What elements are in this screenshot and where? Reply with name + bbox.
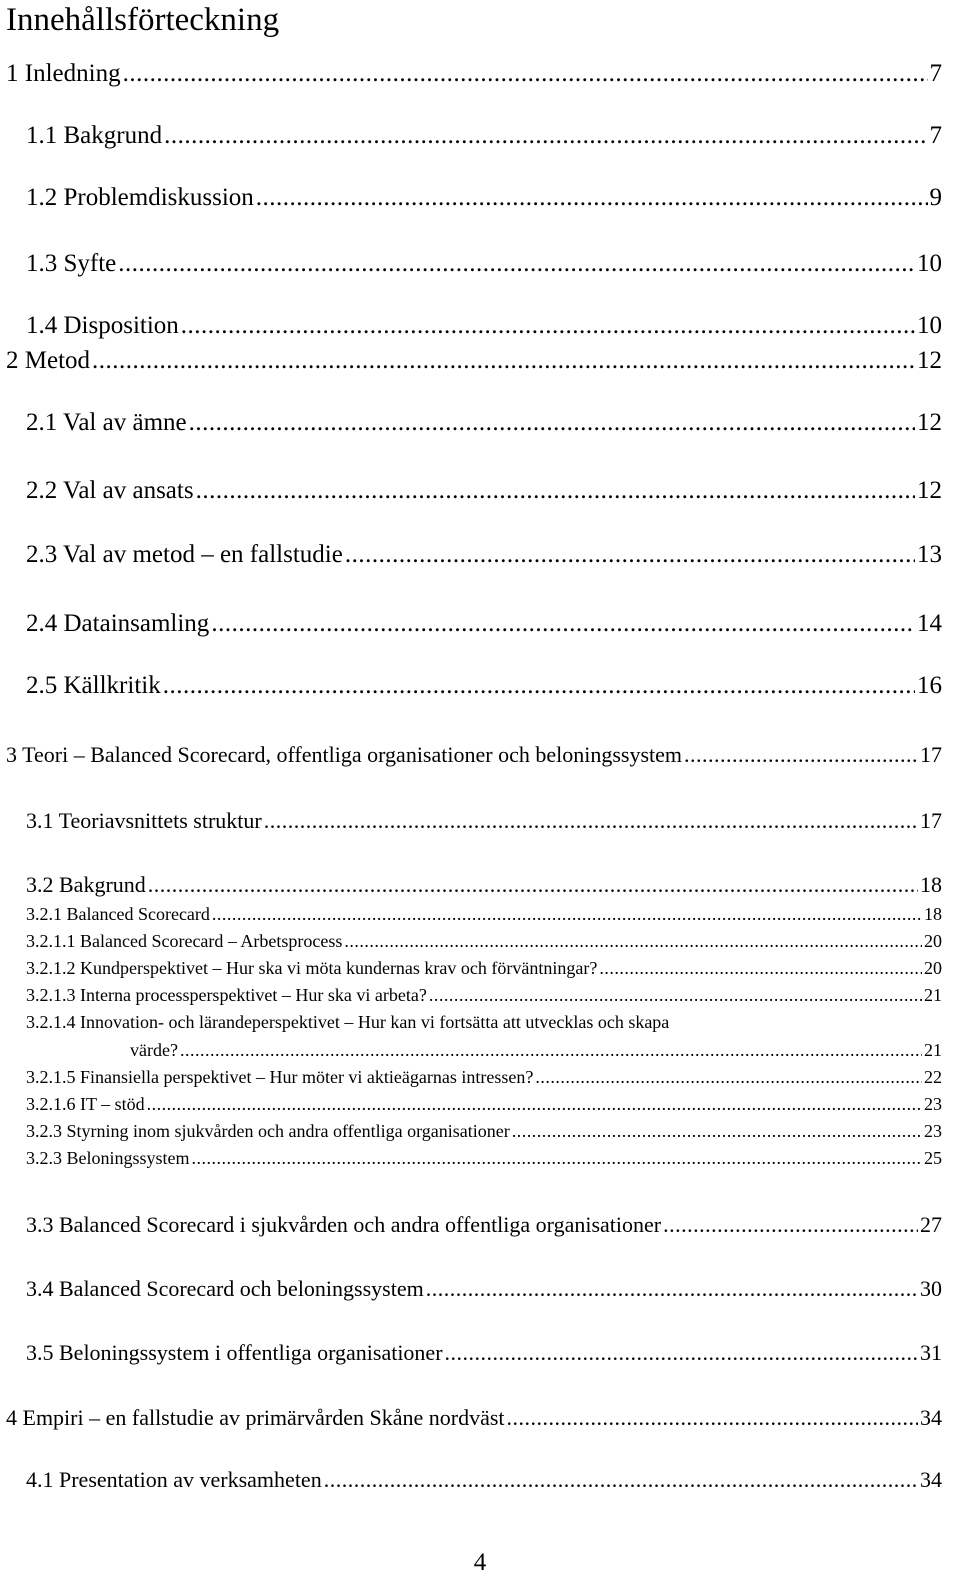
toc-entry[interactable]: [26, 610, 942, 646]
toc-entry-page: 27: [920, 1212, 942, 1237]
toc-entry-page: 10: [917, 312, 942, 339]
toc-entry-label-continued: värde?: [130, 1040, 178, 1060]
toc-leader-dots: [211, 610, 915, 638]
toc-entry-label: 2.5 Källkritik: [26, 672, 161, 699]
toc-entry-page: 12: [917, 409, 942, 436]
toc-entry-label: 3.2.3 Styrning inom sjukvården och andra offentliga organisationer: [26, 1121, 510, 1141]
toc-entry-page: 23: [924, 1094, 942, 1114]
page-title: Innehållsförteckning: [6, 2, 280, 38]
toc-entry-page: 7: [929, 122, 942, 149]
toc-entry-page: 13: [917, 541, 942, 568]
toc-leader-dots: [429, 985, 922, 1006]
toc-entry-page: 10: [917, 250, 942, 277]
toc-leader-dots: [256, 184, 928, 212]
toc-entry-label: 2.4 Datainsamling: [26, 610, 210, 637]
toc-entry[interactable]: [26, 312, 942, 348]
toc-entry-label: 2.3 Val av metod – en fallstudie: [26, 541, 343, 568]
toc-entry[interactable]: [26, 409, 942, 445]
toc-entry-page: 18: [920, 872, 942, 897]
toc-entry[interactable]: [26, 184, 942, 220]
toc-entry[interactable]: [26, 122, 942, 158]
toc-entry[interactable]: [26, 1212, 942, 1244]
toc-entry-page: 25: [924, 1148, 942, 1168]
toc-entry-page: 12: [917, 477, 942, 504]
toc-leader-dots: [512, 1121, 922, 1142]
toc-leader-dots: [445, 1340, 918, 1366]
toc-entry[interactable]: [6, 60, 942, 96]
toc-leader-dots: [426, 1276, 918, 1302]
toc-leader-dots: [148, 872, 918, 898]
toc-entry-label: 3.5 Beloningssystem i offentliga organisationer: [26, 1340, 443, 1365]
toc-entry-page: 34: [920, 1405, 942, 1430]
toc-entry-page: 14: [917, 610, 942, 637]
toc-entry-label: 1.1 Bakgrund: [26, 122, 163, 149]
toc-entry[interactable]: [6, 742, 942, 774]
toc-entry[interactable]: [26, 1148, 942, 1174]
toc-entry-label: 3.2.1 Balanced Scorecard: [26, 904, 210, 924]
toc-entry-label: 4 Empiri – en fallstudie av primärvården Skåne nordväst: [6, 1405, 505, 1430]
toc-entry[interactable]: [26, 541, 942, 577]
toc-entry-page: 34: [920, 1467, 942, 1492]
toc-entry-page: 23: [924, 1121, 942, 1141]
toc-entry-page: 16: [917, 672, 942, 699]
toc-leader-dots: [684, 742, 918, 768]
toc-leader-dots: [118, 250, 915, 278]
toc-entry[interactable]: [26, 250, 942, 286]
toc-entry-label: 2.2 Val av ansats: [26, 477, 194, 504]
toc-leader-dots: [164, 122, 927, 150]
toc-entry-label: 3.2.1.5 Finansiella perspektivet – Hur möter vi aktieägarnas intressen?: [26, 1067, 534, 1087]
toc-entry[interactable]: [26, 1094, 942, 1120]
toc-entry-page: 20: [924, 931, 942, 951]
toc-entry-label: 3.2.1.6 IT – stöd: [26, 1094, 145, 1114]
toc-entry-label: 3.2.3 Beloningssystem: [26, 1148, 190, 1168]
toc-leader-dots: [663, 1212, 918, 1238]
toc-entry[interactable]: [26, 1340, 942, 1372]
toc-entry-label: 3.4 Balanced Scorecard och beloningssystem: [26, 1276, 424, 1301]
toc-leader-dots: [189, 409, 915, 437]
toc-leader-dots: [324, 1467, 918, 1493]
toc-entry-page: 17: [920, 742, 942, 767]
page-number: 4: [473, 1549, 487, 1576]
toc-leader-dots: [147, 1094, 922, 1115]
toc-entry-page: 20: [924, 958, 942, 978]
toc-entry-label: 4.1 Presentation av verksamheten: [26, 1467, 322, 1492]
toc-leader-dots: [181, 312, 915, 340]
toc-entry-page: 22: [924, 1067, 942, 1087]
toc-entry[interactable]: [26, 1121, 942, 1147]
toc-entry[interactable]: [26, 808, 942, 840]
toc-entry-label: 1 Inledning: [6, 60, 121, 87]
toc-leader-dots: [345, 541, 915, 569]
toc-leader-dots: [507, 1405, 918, 1431]
toc-leader-dots: [192, 1148, 922, 1169]
toc-entry-label: 2 Metod: [6, 347, 91, 374]
toc-entry[interactable]: [26, 872, 942, 904]
toc-entry-label: 3.1 Teoriavsnittets struktur: [26, 808, 262, 833]
toc-entry-label: 3 Teori – Balanced Scorecard, offentliga organisationer och beloningssystem: [6, 742, 682, 767]
toc-entry[interactable]: [26, 1276, 942, 1308]
toc-entry[interactable]: [26, 985, 942, 1011]
toc-leader-dots: [163, 672, 915, 700]
toc-leader-dots: [599, 958, 922, 979]
toc-entry-page: 18: [924, 904, 942, 924]
toc-entry-page: 31: [920, 1340, 942, 1365]
toc-entry[interactable]: [130, 1040, 942, 1066]
toc-entry-page: 17: [920, 808, 942, 833]
toc-entry-page: 12: [917, 347, 942, 374]
toc-leader-dots: [123, 60, 928, 88]
toc-leader-dots: [535, 1067, 922, 1088]
toc-entry-page: 21: [924, 985, 942, 1005]
toc-leader-dots: [92, 347, 915, 375]
toc-leader-dots: [180, 1040, 922, 1061]
toc-entry-label: 2.1 Val av ämne: [26, 409, 187, 436]
toc-entry-page: 9: [929, 184, 942, 211]
toc-entry-label: 3.3 Balanced Scorecard i sjukvården och andra offentliga organisationer: [26, 1212, 662, 1237]
toc-entry-label[interactable]: 3.2.1.4 Innovation- och lärandeperspektivet – Hur kan vi fortsätta att utvecklas och skapa: [26, 1012, 670, 1032]
toc-leader-dots: [196, 477, 915, 505]
toc-leader-dots: [212, 904, 922, 925]
toc-entry[interactable]: [6, 1405, 942, 1437]
toc-entry-page: 30: [920, 1276, 942, 1301]
toc-entry[interactable]: [26, 958, 942, 984]
toc-entry[interactable]: [26, 931, 942, 957]
toc-entry[interactable]: [26, 672, 942, 708]
toc-entry-label: 3.2.1.3 Interna processperspektivet – Hur ska vi arbeta?: [26, 985, 427, 1005]
toc-entry[interactable]: [26, 477, 942, 513]
toc-entry[interactable]: [6, 347, 942, 383]
toc-entry[interactable]: [26, 904, 942, 930]
toc-entry-label: 3.2.1.2 Kundperspektivet – Hur ska vi möta kundernas krav och förväntningar?: [26, 958, 598, 978]
toc-leader-dots: [264, 808, 918, 834]
toc-entry-label: 1.3 Syfte: [26, 250, 117, 277]
toc-entry[interactable]: [26, 1467, 942, 1499]
toc-entry-page: 7: [929, 60, 942, 87]
toc-entry-label: 3.2.1.1 Balanced Scorecard – Arbetsprocess: [26, 931, 343, 951]
toc-entry[interactable]: [26, 1067, 942, 1093]
toc-entry-label: 1.2 Problemdiskussion: [26, 184, 254, 211]
toc-entry-label: 1.4 Disposition: [26, 312, 179, 339]
toc-entry-page: 21: [924, 1040, 942, 1060]
toc-leader-dots: [344, 931, 922, 952]
toc-entry-label: 3.2 Bakgrund: [26, 872, 146, 897]
